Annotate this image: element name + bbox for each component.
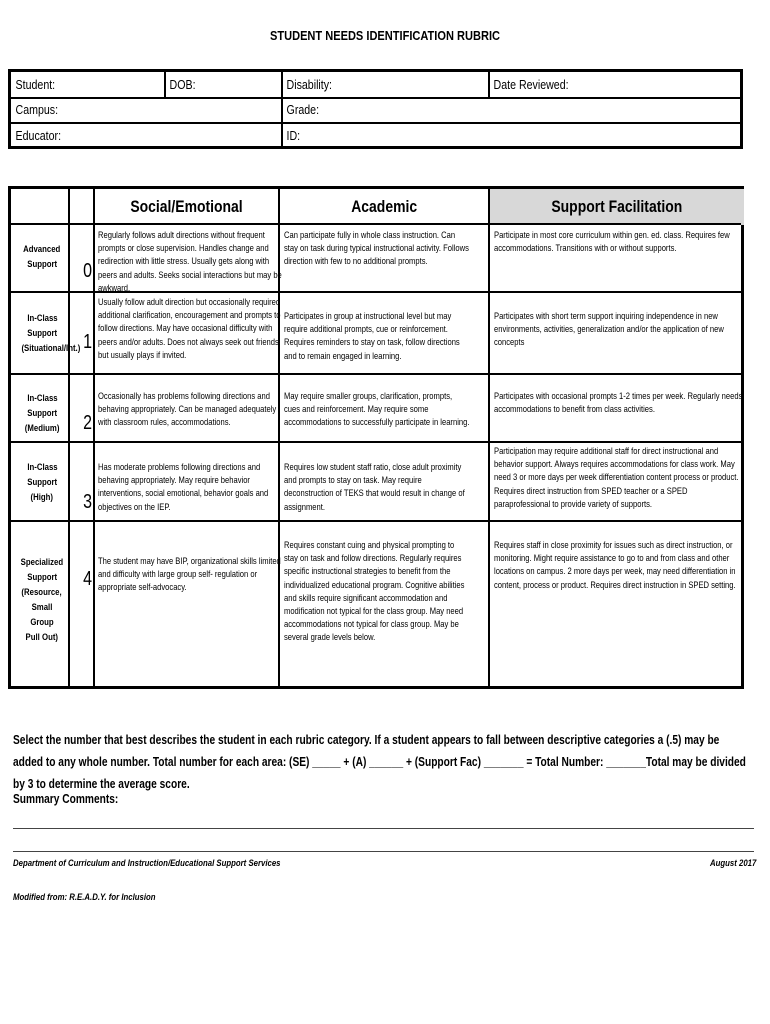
rubric-table [8, 186, 744, 689]
support-desc: Participate in most core curriculum within gen. ed. class. Requires few accommodations. Transitions with or without supports. [494, 230, 730, 255]
student-info-box [8, 69, 743, 149]
summary-comments-label: Summary Comments: [13, 792, 119, 806]
support-desc: Participation may require additional staff for direct instructional and behavior support. Always requires accommodations for class work. May need 3 or more days per week differentiation content process or product. Requires direct instruction from SPED teacher or a SPED paraprofessional to provide variety of supports. [494, 446, 739, 510]
student-field[interactable]: Student: [15, 78, 56, 92]
social-desc: Usually follow adult direction but occasionally required additional clarification, encouragement and prompts to follow directions. May have occasional difficulty with peers and/or adults. Does not always seek out friends but usually plays if invited. [98, 297, 281, 361]
academic-desc: Can participate fully in whole class instruction. Can stay on task during typical instructional activity. Follows direction with few to no additional prompts. [284, 230, 469, 268]
support-desc: Participates with short term support inquiring independence in new environments, activities, generalization and/or the application of new concepts [494, 311, 724, 349]
footer-modified: Modified from: R.E.A.D.Y. for Inclusion [13, 892, 156, 903]
academic-desc: Requires constant cuing and physical prompting to stay on task and follow directions. Regularly requires specific instructional strategies to benefit from the individualized educational program. Cognitive abilities and skills require significant accommodation and modification not typical for the class group. May need accommodations not typical for class group. May be several grade levels below. [284, 540, 465, 644]
level-label: In-Class Support (Medium) [24, 393, 60, 434]
level-number: 3 [83, 491, 93, 513]
educator-field[interactable]: Educator: [15, 129, 62, 143]
academic-desc: Requires low student staff ratio, close adult proximity and prompts to stay on task. May require deconstruction of TEKS that would result in change of assignment. [284, 462, 465, 513]
footer-date: August 2017 [710, 858, 757, 869]
page-title: STUDENT NEEDS IDENTIFICATION RUBRIC [269, 28, 501, 43]
header-academic: Academic [351, 197, 417, 216]
id-field[interactable]: ID: [286, 129, 301, 143]
level-label: Advanced Support [23, 244, 61, 270]
level-number: 0 [83, 260, 93, 282]
grade-field[interactable]: Grade: [286, 103, 320, 117]
support-desc: Participates with occasional prompts 1-2 times per week. Regularly needs accommodations to benefit from class activities. [494, 391, 743, 416]
level-label: In-Class Support (High) [26, 462, 58, 503]
footer-department: Department of Curriculum and Instruction/Educational Support Services [13, 858, 281, 869]
social-desc: Occasionally has problems following directions and behaving appropriately. Can be managed adequately with classroom rules, accommodations. [98, 391, 277, 429]
disability-field[interactable]: Disability: [286, 78, 333, 92]
scoring-instructions: Select the number that best describes the student in each rubric category. If a student appears to fall between descriptive categories a (.5) may be added to any whole number. Total number for each area: (SE) _____ + (A) ______ + (Support Fac) _______ = Total Number: _______Total may be divided by 3 to determine the average score. [13, 733, 746, 791]
level-label: Specialized Support (Resource, Small Group Pull Out) [20, 557, 64, 643]
level-number: 2 [83, 412, 93, 434]
campus-field[interactable]: Campus: [15, 103, 59, 117]
level-label: In-Class Support (Situational/Int.) [21, 313, 81, 354]
social-desc: The student may have BIP, organizational skills limited and difficulty with large group self- regulation or appropriate self-advocacy. [98, 556, 281, 594]
social-desc: Regularly follows adult directions without frequent prompts or close supervision. Handles change and redirection with little stress. Usually gets along with peers and adults. Seeks social interactions but may be awkward. [98, 230, 282, 294]
social-desc: Has moderate problems following directions and behaving appropriately. May require behavior interventions, social emotional, behavior goals and objectives on the IEP. [98, 462, 269, 513]
header-support-facilitation: Support Facilitation [490, 189, 744, 225]
support-desc: Requires staff in close proximity for issues such as direct instruction, or monitoring. Might require assistance to go to and from class and other locations on campus. 2 more days per week, may need differentiation in content, process or product. Requires direct instruction in SPED setting. [494, 540, 736, 591]
level-number: 4 [83, 568, 93, 590]
academic-desc: Participates in group at instructional level but may require additional prompts, cue or reinforcement. Requires reminders to stay on task, follow directions and to remain engaged in learning. [284, 311, 460, 362]
level-number: 1 [83, 331, 93, 353]
summary-comments-line[interactable] [13, 851, 754, 852]
header-social-emotional: Social/Emotional [130, 197, 243, 216]
dob-field[interactable]: DOB: [169, 78, 196, 92]
summary-comments-line[interactable] [13, 828, 754, 829]
academic-desc: May require smaller groups, clarification, prompts, cues and reinforcement. May require some accommodations to successfully participate in learning. [284, 391, 470, 429]
date-reviewed-field[interactable]: Date Reviewed: [493, 78, 569, 92]
